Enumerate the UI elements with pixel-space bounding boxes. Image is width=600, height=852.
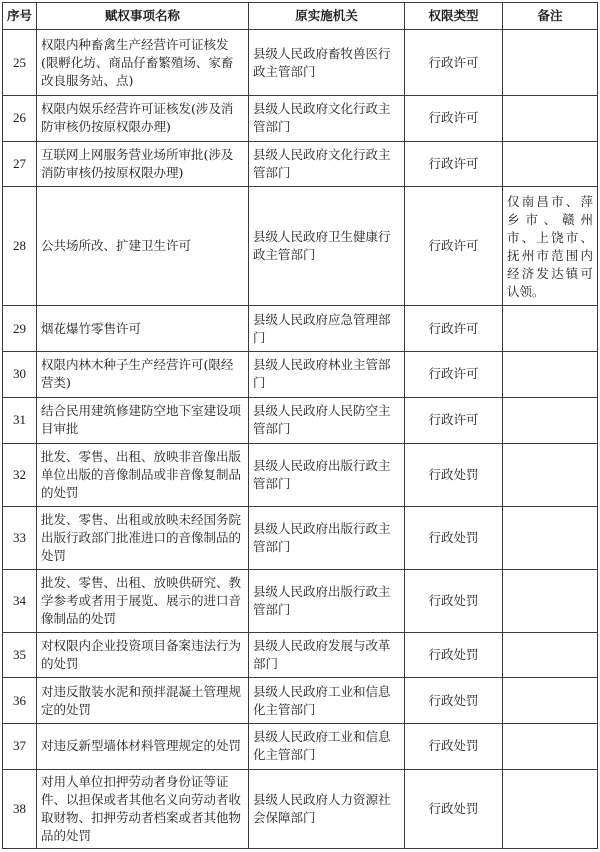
table-row bbox=[3, 352, 598, 398]
row-number: 27 bbox=[3, 141, 37, 187]
row-number: 34 bbox=[3, 569, 37, 632]
table-row bbox=[3, 569, 598, 632]
authority-type: 行政许可 bbox=[405, 96, 503, 142]
remark bbox=[503, 632, 598, 678]
header-type: 权限类型 bbox=[405, 3, 503, 30]
item-name: 权限内娱乐经营许可证核发(涉及消防审核仍按原权限办理) bbox=[37, 96, 249, 142]
original-agency: 县级人民政府出版行政主管部门 bbox=[249, 569, 405, 632]
original-agency: 县级人民政府人民防空主管部门 bbox=[249, 397, 405, 443]
original-agency: 县级人民政府发展与改革部门 bbox=[249, 632, 405, 678]
remark bbox=[503, 30, 598, 96]
original-agency: 县级人民政府应急管理部门 bbox=[249, 306, 405, 352]
remark bbox=[503, 352, 598, 398]
remark bbox=[503, 397, 598, 443]
table-body bbox=[3, 30, 598, 849]
row-number: 25 bbox=[3, 30, 37, 96]
table-row bbox=[3, 306, 598, 352]
original-agency: 县级人民政府文化行政主管部门 bbox=[249, 96, 405, 142]
row-number: 26 bbox=[3, 96, 37, 142]
item-name: 对违反散装水泥和预拌混凝土管理规定的处罚 bbox=[37, 678, 249, 724]
table-row bbox=[3, 632, 598, 678]
row-number: 35 bbox=[3, 632, 37, 678]
item-name: 对违反新型墙体材料管理规定的处罚 bbox=[37, 723, 249, 769]
remark bbox=[503, 506, 598, 569]
authority-type: 行政处罚 bbox=[405, 769, 503, 848]
table-row bbox=[3, 141, 598, 187]
remark bbox=[503, 443, 598, 506]
item-name: 批发、零售、出租、放映供研究、教学参考或者用于展览、展示的进口音像制品的处罚 bbox=[37, 569, 249, 632]
original-agency: 县级人民政府出版行政主管部门 bbox=[249, 443, 405, 506]
item-name: 批发、零售、出租或放映未经国务院出版行政部门批准进口的音像制品的处罚 bbox=[37, 506, 249, 569]
row-number: 36 bbox=[3, 678, 37, 724]
remark bbox=[503, 306, 598, 352]
item-name: 对权限内企业投资项目备案违法行为的处罚 bbox=[37, 632, 249, 678]
authority-type: 行政许可 bbox=[405, 306, 503, 352]
original-agency: 县级人民政府出版行政主管部门 bbox=[249, 506, 405, 569]
item-name: 公共场所改、扩建卫生许可 bbox=[37, 187, 249, 306]
authority-type: 行政处罚 bbox=[405, 506, 503, 569]
header-name: 赋权事项名称 bbox=[37, 3, 249, 30]
authority-type: 行政许可 bbox=[405, 352, 503, 398]
original-agency: 县级人民政府卫生健康行政主管部门 bbox=[249, 187, 405, 306]
table-row bbox=[3, 443, 598, 506]
authority-type: 行政许可 bbox=[405, 187, 503, 306]
row-number: 32 bbox=[3, 443, 37, 506]
original-agency: 县级人民政府文化行政主管部门 bbox=[249, 141, 405, 187]
remark bbox=[503, 723, 598, 769]
table-row bbox=[3, 30, 598, 96]
header-note: 备注 bbox=[503, 3, 598, 30]
item-name: 权限内林木种子生产经营许可(限经营类) bbox=[37, 352, 249, 398]
remark bbox=[503, 769, 598, 848]
item-name: 对用人单位扣押劳动者身份证等证件、以担保或者其他名义向劳动者收取财物、扣押劳动者档案或者其他物品的处罚 bbox=[37, 769, 249, 848]
table-row bbox=[3, 769, 598, 848]
authority-type: 行政许可 bbox=[405, 141, 503, 187]
row-number: 37 bbox=[3, 723, 37, 769]
row-number: 33 bbox=[3, 506, 37, 569]
row-number: 31 bbox=[3, 397, 37, 443]
authority-type: 行政处罚 bbox=[405, 678, 503, 724]
authority-type: 行政许可 bbox=[405, 397, 503, 443]
authority-type: 行政许可 bbox=[405, 30, 503, 96]
authority-table bbox=[2, 2, 598, 849]
item-name: 互联网上网服务营业场所审批(涉及消防审核仍按原权限办理) bbox=[37, 141, 249, 187]
table-row bbox=[3, 678, 598, 724]
original-agency: 县级人民政府畜牧兽医行政主管部门 bbox=[249, 30, 405, 96]
authority-type: 行政处罚 bbox=[405, 443, 503, 506]
row-number: 30 bbox=[3, 352, 37, 398]
header-row bbox=[3, 3, 598, 30]
remark bbox=[503, 141, 598, 187]
item-name: 结合民用建筑修建防空地下室建设项目审批 bbox=[37, 397, 249, 443]
original-agency: 县级人民政府林业主管部门 bbox=[249, 352, 405, 398]
item-name: 权限内种畜禽生产经营许可证核发(限孵化坊、商品仔畜繁殖场、家畜改良服务站、点) bbox=[37, 30, 249, 96]
header-no: 序号 bbox=[3, 3, 37, 30]
item-name: 烟花爆竹零售许可 bbox=[37, 306, 249, 352]
row-number: 28 bbox=[3, 187, 37, 306]
table-row bbox=[3, 723, 598, 769]
row-number: 29 bbox=[3, 306, 37, 352]
original-agency: 县级人民政府工业和信息化主管部门 bbox=[249, 678, 405, 724]
table-row bbox=[3, 96, 598, 142]
authority-type: 行政处罚 bbox=[405, 723, 503, 769]
table-row bbox=[3, 506, 598, 569]
table-row bbox=[3, 187, 598, 306]
item-name: 批发、零售、出租、放映非音像出版单位出版的音像制品或非音像复制品的处罚 bbox=[37, 443, 249, 506]
authority-type: 行政处罚 bbox=[405, 569, 503, 632]
row-number: 38 bbox=[3, 769, 37, 848]
header-agency: 原实施机关 bbox=[249, 3, 405, 30]
remark bbox=[503, 569, 598, 632]
authority-type: 行政处罚 bbox=[405, 632, 503, 678]
remark: 仅南昌市、萍乡市、赣州市、上饶市、抚州市范围内经济发达镇可认领。 bbox=[503, 187, 598, 306]
original-agency: 县级人民政府人力资源社会保障部门 bbox=[249, 769, 405, 848]
original-agency: 县级人民政府工业和信息化主管部门 bbox=[249, 723, 405, 769]
table-row bbox=[3, 397, 598, 443]
remark bbox=[503, 678, 598, 724]
remark bbox=[503, 96, 598, 142]
